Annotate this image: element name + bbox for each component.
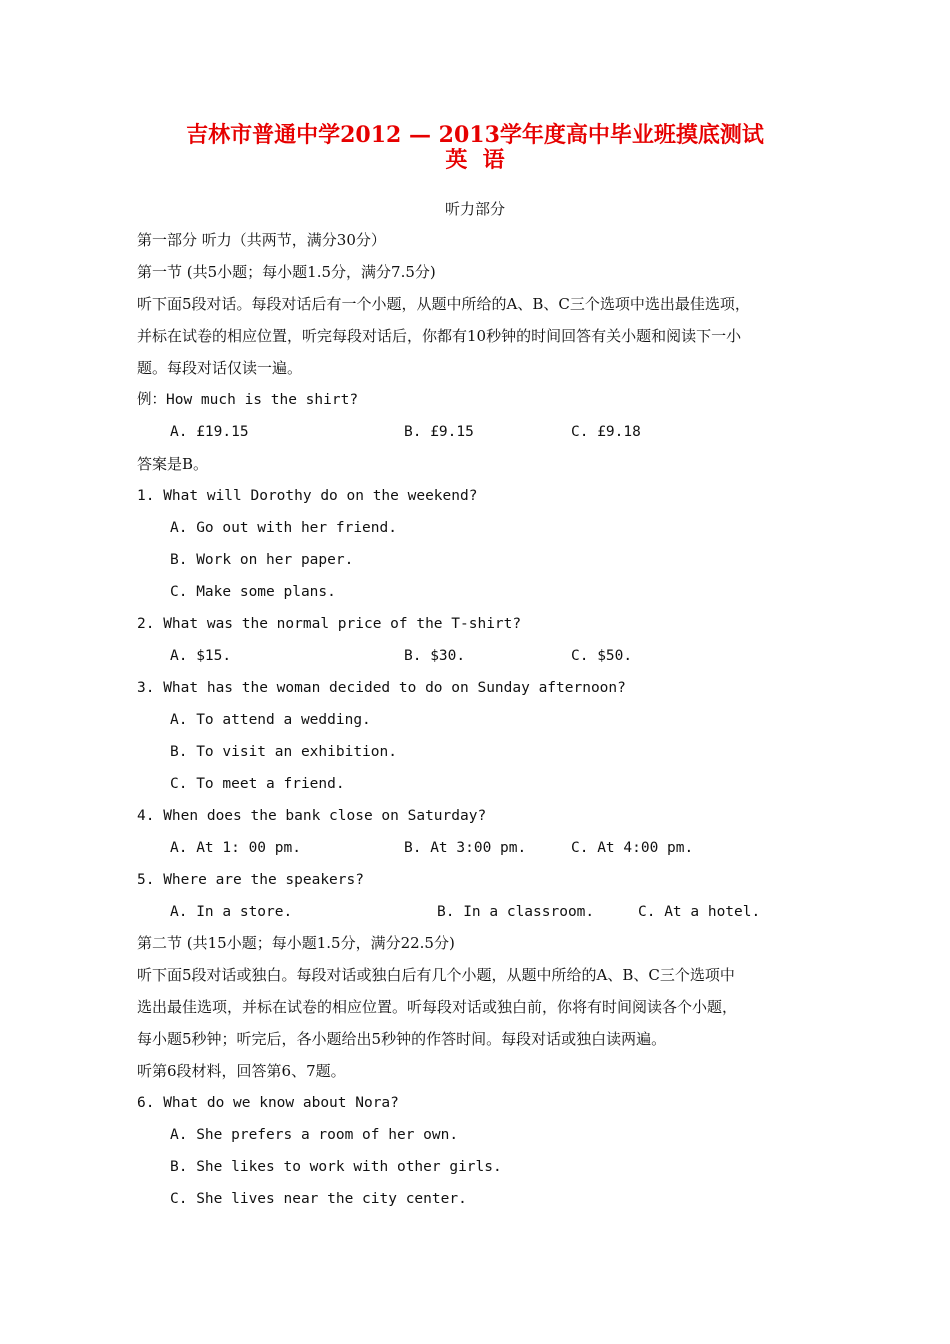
q1-option-a: A. Go out with her friend. [170,520,397,536]
section1-instruction-line: 题。每段对话仅读一遍。 [137,359,303,377]
question-6: 6. What do we know about Nora? [137,1095,399,1111]
example-answer: 答案是B。 [137,455,209,473]
q2-option-b: B. $30. [404,648,466,664]
section2-heading: 第二节 (共15小题；每小题1.5分，满分22.5分) [137,934,455,952]
q1-option-b: B. Work on her paper. [170,552,354,568]
example-option-b: B. £9.15 [404,424,474,440]
question-4: 4. When does the bank close on Saturday? [137,808,487,824]
q4-option-b: B. At 3:00 pm. [404,840,527,856]
q4-option-a: A. At 1: 00 pm. [170,840,301,856]
subject-title: 英 语 [445,147,505,173]
section2-instruction-line: 选出最佳选项，并标在试卷的相应位置。听每段对话或独白前，你将有时间阅读各个小题， [137,998,738,1016]
q6-option-c: C. She lives near the city center. [170,1191,467,1207]
q4-option-c: C. At 4:00 pm. [571,840,694,856]
section1-instruction-line: 听下面5段对话。每段对话后有一个小题，从题中所给的A、B、C三个选项中选出最佳选项， [137,295,750,313]
question-3: 3. What has the woman decided to do on Sunday afternoon? [137,680,626,696]
part1-heading: 第一部分 听力（共两节，满分30分） [137,231,386,249]
question-1: 1. What will Dorothy do on the weekend? [137,488,478,504]
q6-option-a: A. She prefers a room of her own. [170,1127,459,1143]
material-6-heading: 听第6段材料，回答第6、7题。 [137,1062,346,1080]
section2-instruction-line: 每小题5秒钟；听完后，各小题给出5秒钟的作答时间。每段对话或独白读两遍。 [137,1030,667,1048]
section1-heading: 第一节 (共5小题；每小题1.5分，满分7.5分) [137,263,436,281]
q3-option-c: C. To meet a friend. [170,776,345,792]
q5-option-a: A. In a store. [170,904,293,920]
q3-option-a: A. To attend a wedding. [170,712,371,728]
example-question: 例：How much is the shirt? [137,392,359,408]
section-title: 听力部分 [444,200,505,218]
example-option-c: C. £9.18 [571,424,641,440]
q1-option-c: C. Make some plans. [170,584,336,600]
question-2: 2. What was the normal price of the T-shirt? [137,616,522,632]
section1-instruction-line: 并标在试卷的相应位置，听完每段对话后，你都有10秒钟的时间回答有关小题和阅读下一小 [137,327,742,345]
q2-option-a: A. $15. [170,648,232,664]
q6-option-b: B. She likes to work with other girls. [170,1159,502,1175]
q5-option-b: B. In a classroom. [437,904,595,920]
q3-option-b: B. To visit an exhibition. [170,744,397,760]
section2-instruction-line: 听下面5段对话或独白。每段对话或独白后有几个小题，从题中所给的A、B、C三个选项中 [137,966,735,984]
example-option-a: A. £19.15 [170,424,249,440]
exam-title: 吉林市普通中学2012 — 2013学年度高中毕业班摸底测试 [186,122,764,148]
question-5: 5. Where are the speakers? [137,872,364,888]
q2-option-c: C. $50. [571,648,633,664]
q5-option-c: C. At a hotel. [638,904,761,920]
